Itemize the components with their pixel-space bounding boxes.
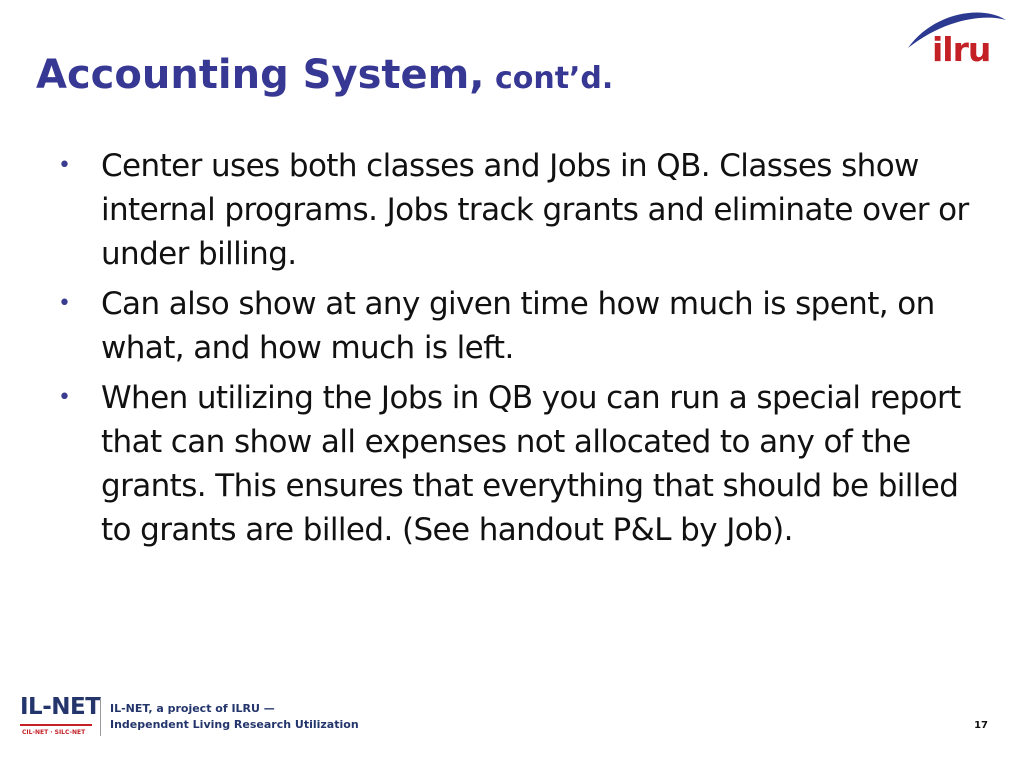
il-net-logo: [20, 694, 101, 740]
bullet-text: Center uses both classes and Jobs in QB. Classes show internal programs. Jobs track grants and eliminate over or under billing.: [101, 148, 969, 272]
ilru-logo-icon: [902, 6, 1012, 68]
il-net-logo-rule: [20, 724, 92, 726]
bullet-item: [58, 144, 988, 276]
footer-line-1: IL-NET, a project of ILRU —: [110, 702, 275, 715]
bullet-list: [58, 144, 988, 558]
bullet-text: When utilizing the Jobs in QB you can run a special report that can show all expenses not allocated to any of the grants. This ensures that everything that should be billed to grants are billed. (See handout P&L by Job).: [101, 380, 961, 548]
bullet-item: [58, 282, 988, 370]
bullet-marker: •: [58, 291, 71, 316]
slide-title: [36, 52, 613, 98]
footer-line-2: Independent Living Research Utilization: [110, 718, 359, 731]
bullet-marker: •: [58, 153, 71, 178]
bullet-text: Can also show at any given time how much is spent, on what, and how much is left.: [101, 286, 935, 366]
il-net-logo-subtext: CIL-NET · SILC-NET: [22, 729, 86, 736]
footer-divider: [100, 698, 101, 736]
ilru-logo-text: ilru: [932, 30, 991, 68]
bullet-marker: •: [58, 385, 71, 410]
il-net-logo-text: IL-NET: [20, 694, 101, 720]
footer-text: [110, 701, 359, 733]
slide-title-sub: cont’d.: [484, 61, 614, 96]
slide-title-main: Accounting System,: [36, 52, 485, 98]
bullet-item: [58, 376, 988, 552]
page-number: 17: [974, 720, 988, 731]
